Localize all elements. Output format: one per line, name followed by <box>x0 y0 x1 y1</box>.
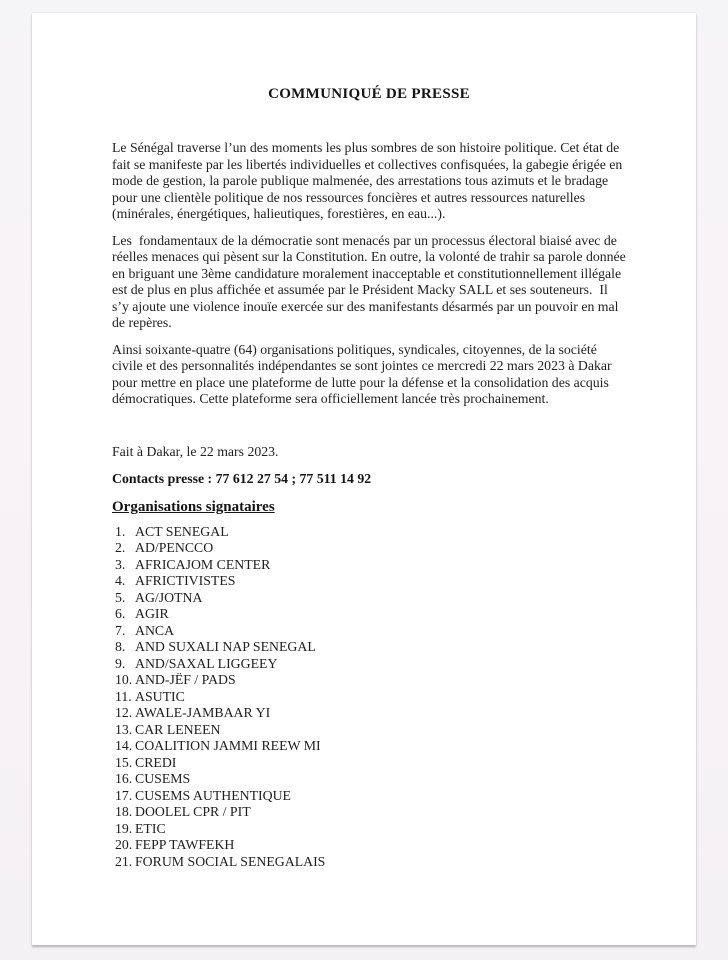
signatory-number: 5. <box>115 589 126 605</box>
signatory-name: CUSEMS AUTHENTIQUE <box>135 787 291 803</box>
signatories-list <box>112 524 626 871</box>
signatory-name: ACT SENEGAL <box>135 523 229 539</box>
paragraph-political-situation: Le Sénégal traverse l’un des moments les plus sombres de son histoire politique. Cet état de fait se manifeste par les libertés individuelles et collectives confisquées, la gabegie érigée en mode de gestion, la parole publique malmenée, des arrestations tous azimuts et le bradage pour une clientèle politique de nos ressources foncières et autres ressources naturelles (minérales, énergétiques, halieutiques, forestières, en eau...). <box>112 140 626 221</box>
signatory-number: 20. <box>115 837 133 852</box>
signatory-item <box>115 540 626 557</box>
signatory-number: 9. <box>115 655 126 671</box>
document-page <box>32 13 696 945</box>
signatory-name: AND/SAXAL LIGGEEY <box>135 655 278 671</box>
signatory-number: 2. <box>115 540 126 555</box>
signatory-item <box>115 623 626 640</box>
signatory-item <box>115 804 626 821</box>
signatory-name: AFRICTIVISTES <box>135 573 236 588</box>
signatory-item <box>115 606 626 623</box>
signatory-item <box>115 755 626 772</box>
signatory-number: 10. <box>115 672 133 687</box>
signatory-item <box>115 854 626 871</box>
document-content <box>32 13 696 870</box>
signatory-item <box>115 771 626 788</box>
signatory-number: 17. <box>115 787 133 803</box>
signatory-number: 16. <box>115 771 133 786</box>
signatory-number: 1. <box>115 523 126 539</box>
signatory-number: 14. <box>115 738 133 753</box>
signatory-item <box>115 788 626 805</box>
signatory-name: CREDI <box>135 754 177 770</box>
signatory-number: 18. <box>115 804 133 819</box>
paragraph-platform-creation: Ainsi soixante-quatre (64) organisations politiques, syndicales, citoyennes, de la société civile et des personnalités indépendantes se sont jointes ce mercredi 22 mars 2023 à Dakar pour mettre en place une plateforme de lutte pour la défense et la consolidation des acquis démocratiques. Cette plateforme sera officiellement lancée très prochainement. <box>112 341 616 406</box>
signatory-number: 12. <box>115 705 133 720</box>
signatory-item <box>115 590 626 607</box>
signatory-name: AWALE-JAMBAAR YI <box>135 705 271 720</box>
signatory-item <box>115 837 626 854</box>
signatory-name: ETIC <box>135 820 166 836</box>
signatory-name: ANCA <box>135 622 175 638</box>
signatory-name: AG/JOTNA <box>135 589 203 605</box>
signatory-number: 21. <box>115 853 133 869</box>
signatory-item <box>115 639 626 656</box>
signatory-item <box>115 656 626 673</box>
signatory-item <box>115 689 626 706</box>
signatory-item <box>115 821 626 838</box>
signatory-number: 8. <box>115 639 126 654</box>
signatory-name: FORUM SOCIAL SENEGALAIS <box>135 853 326 869</box>
signatory-number: 7. <box>115 622 126 638</box>
press-contacts: Contacts presse : 77 612 27 54 ; 77 511 14 92 <box>112 471 372 486</box>
signatory-name: AND SUXALI NAP SENEGAL <box>135 639 316 654</box>
signatory-name: CAR LENEEN <box>135 721 221 737</box>
signatory-item <box>115 672 626 689</box>
signatory-number: 15. <box>115 754 133 770</box>
paragraph-democracy-threats: Les fondamentaux de la démocratie sont menacés par un processus électoral biaisé avec de réelles menaces qui pèsent sur la Constitution. En outre, la volonté de trahir sa parole donnée en briguant une 3ème candidature moralement inacceptable et constitutionnellement illégale est de plus en plus affichée et assumée par le Président Macky SALL et ses souteneurs. Il s’y ajoute une violence inouïe exercée sur des manifestants désarmés par un pouvoir en mal de repères. <box>112 232 630 330</box>
signatory-number: 4. <box>115 573 126 588</box>
signatory-number: 6. <box>115 606 126 621</box>
signatory-name: FEPP TAWFEKH <box>135 837 235 852</box>
signatory-item <box>115 573 626 590</box>
signatory-number: 11. <box>115 688 132 704</box>
signatory-number: 13. <box>115 721 133 737</box>
signatory-name: COALITION JAMMI REEW MI <box>135 738 321 753</box>
signatories-heading: Organisations signataires <box>112 498 275 515</box>
signatory-name: ASUTIC <box>135 688 185 704</box>
signatory-name: AD/PENCCO <box>135 540 214 555</box>
signatory-item <box>115 722 626 739</box>
document-title: COMMUNIQUÉ DE PRESSE <box>268 86 470 102</box>
signatory-name: AND-JËF / PADS <box>135 672 236 687</box>
signatory-name: AGIR <box>135 606 169 621</box>
signatory-item <box>115 524 626 541</box>
signatory-item <box>115 705 626 722</box>
signatory-name: DOOLEL CPR / PIT <box>135 804 251 819</box>
signatory-item <box>115 557 626 574</box>
dateline: Fait à Dakar, le 22 mars 2023. <box>112 443 279 459</box>
signatory-number: 3. <box>115 556 126 572</box>
signatory-name: AFRICAJOM CENTER <box>135 556 271 572</box>
signatory-item <box>115 738 626 755</box>
signatory-number: 19. <box>115 820 133 836</box>
signatory-name: CUSEMS <box>135 771 191 786</box>
